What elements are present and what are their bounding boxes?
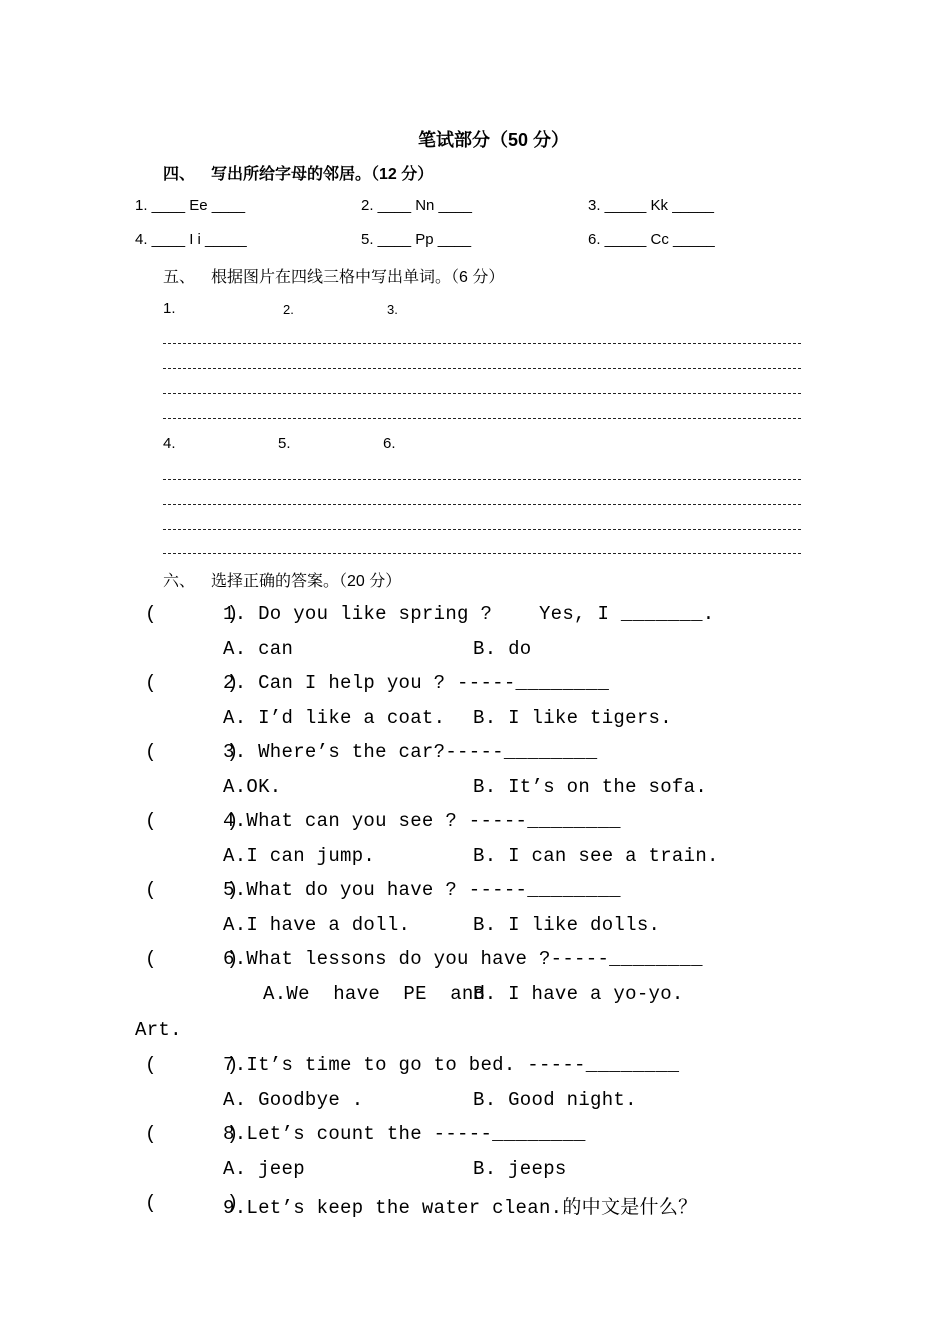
- option-a: A.OK.: [223, 776, 282, 798]
- option-a: A.We have PE and: [263, 983, 486, 1005]
- answer-blank-paren[interactable]: ( ): [145, 603, 239, 625]
- letter-neighbor-item: 4. ____ I i _____: [135, 231, 247, 248]
- letter-neighbor-item: 3. _____ Kk _____: [588, 197, 714, 214]
- writing-guide-line: [163, 393, 801, 394]
- answer-blank-paren[interactable]: ( ): [145, 1123, 239, 1145]
- writing-guide-line: [163, 368, 801, 369]
- question-stem: 1. Do you like spring ? Yes, I _______.: [223, 603, 715, 625]
- picture-label: 3.: [387, 302, 398, 317]
- section-4-heading: 写出所给字母的邻居。（12 分）: [211, 166, 434, 183]
- answer-blank-paren[interactable]: ( ): [145, 1192, 239, 1214]
- section-4-number: 四、: [163, 166, 196, 183]
- question-stem: 7.It’s time to go to bed. -----________: [223, 1054, 680, 1076]
- picture-label: 5.: [278, 435, 291, 452]
- answer-blank-paren[interactable]: ( ): [145, 810, 239, 832]
- letter-neighbor-item: 6. _____ Cc _____: [588, 231, 715, 248]
- question-stem: 8.Let’s count the -----________: [223, 1123, 586, 1145]
- answer-blank-paren[interactable]: ( ): [145, 672, 239, 694]
- writing-guide-line: [163, 343, 801, 344]
- question-stem: 5.What do you have ? -----________: [223, 879, 621, 901]
- picture-label: 2.: [283, 302, 294, 317]
- answer-blank-paren[interactable]: ( ): [145, 879, 239, 901]
- option-a: A. I’d like a coat.: [223, 707, 446, 729]
- writing-guide-line: [163, 529, 801, 530]
- option-b: B. I have a yo-yo.: [473, 983, 684, 1005]
- section-6-number: 六、: [163, 573, 196, 590]
- section-5-heading: 根据图片在四线三格中写出单词。（6 分）: [211, 269, 505, 286]
- answer-blank-paren[interactable]: ( ): [145, 741, 239, 763]
- question-stem: 6.What lessons do you have ?-----________: [223, 948, 703, 970]
- option-b: B. jeeps: [473, 1158, 567, 1180]
- writing-guide-line: [163, 418, 801, 419]
- writing-guide-line: [163, 553, 801, 554]
- option-a-continuation: Art.: [135, 1019, 182, 1041]
- page-title: 笔试部分（50 分）: [418, 130, 570, 150]
- option-a: A.I have a doll.: [223, 914, 411, 936]
- option-a: A.I can jump.: [223, 845, 376, 867]
- question-stem: 4.What can you see ? -----________: [223, 810, 621, 832]
- option-b: B. I can see a train.: [473, 845, 719, 867]
- picture-label: 4.: [163, 435, 176, 452]
- letter-neighbor-item: 2. ____ Nn ____: [361, 197, 472, 214]
- question-stem: 9.Let’s keep the water clean.的中文是什么？: [223, 1197, 698, 1219]
- option-a: A. jeep: [223, 1158, 305, 1180]
- answer-blank-paren[interactable]: ( ): [145, 1054, 239, 1076]
- option-a: A. Goodbye .: [223, 1089, 364, 1111]
- writing-guide-line: [163, 504, 801, 505]
- letter-neighbor-item: 1. ____ Ee ____: [135, 197, 246, 214]
- writing-guide-line: [163, 479, 801, 480]
- option-b: B. I like tigers.: [473, 707, 672, 729]
- option-b: B. Good night.: [473, 1089, 637, 1111]
- option-a: A. can: [223, 638, 294, 660]
- question-stem: 2. Can I help you ? -----________: [223, 672, 610, 694]
- letter-neighbor-item: 5. ____ Pp ____: [361, 231, 472, 248]
- option-b: B. I like dolls.: [473, 914, 661, 936]
- question-stem: 3. Where’s the car?-----________: [223, 741, 598, 763]
- option-b: B. It’s on the sofa.: [473, 776, 708, 798]
- section-5-number: 五、: [163, 269, 196, 286]
- picture-label: 1.: [163, 300, 176, 317]
- section-6-heading: 选择正确的答案。（20 分）: [211, 573, 402, 590]
- answer-blank-paren[interactable]: ( ): [145, 948, 239, 970]
- picture-label: 6.: [383, 435, 396, 452]
- option-b: B. do: [473, 638, 532, 660]
